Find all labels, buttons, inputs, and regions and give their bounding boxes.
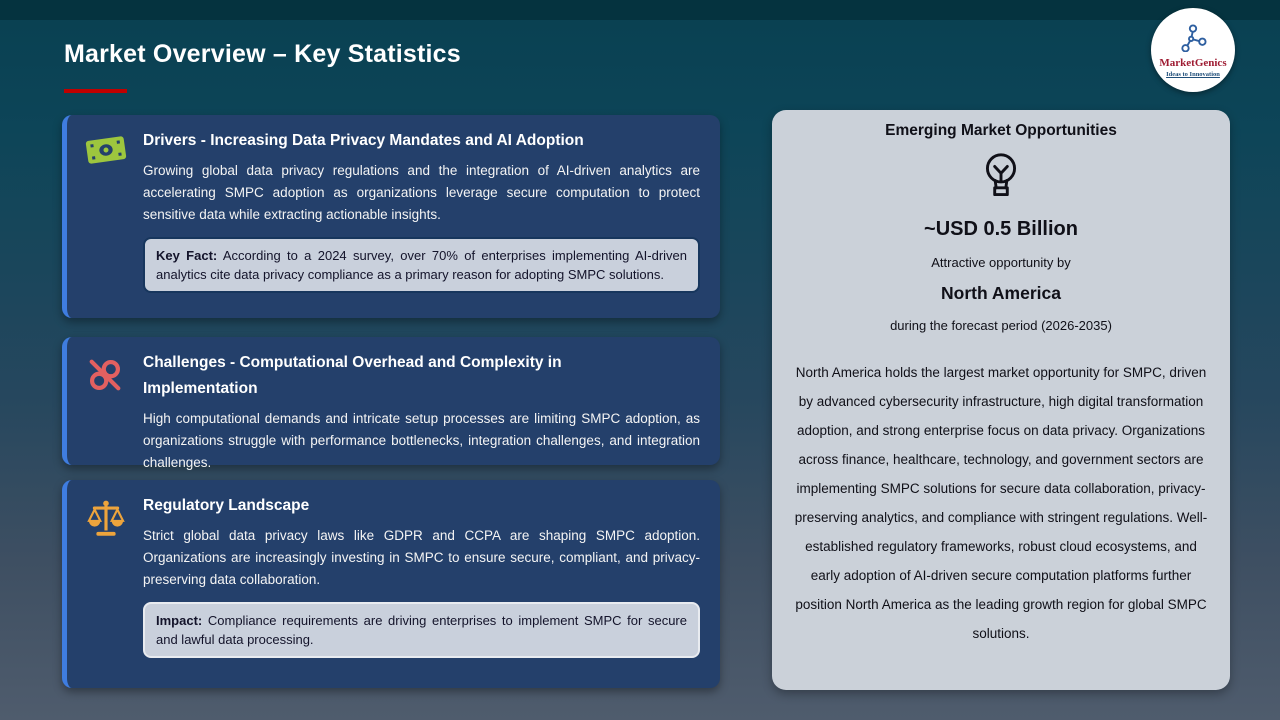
logo-tagline: Ideas to Innovation [1166, 71, 1220, 78]
banknote-icon [85, 128, 127, 293]
card-body: High computational demands and intricate setup processes are limiting SMPC adoption, as organizations struggle with performance bottlenecks, integration challenges, and integration challenges. [143, 411, 700, 470]
impact-box [143, 602, 700, 658]
lightbulb-icon [772, 150, 1230, 212]
card-body: Growing global data privacy regulations and the integration of AI-driven analytics are accelerating SMPC adoption as organizations leverage secure computation to protect sensitive data while extracting actionable insights. [143, 163, 700, 222]
panel-title: Emerging Market Opportunities [885, 122, 1117, 139]
forecast-period: during the forecast period (2026-2035) [890, 318, 1112, 333]
card-heading: Regulatory Landscape [143, 497, 310, 514]
card-heading: Drivers - Increasing Data Privacy Mandates and AI Adoption [143, 132, 584, 149]
card-body: Strict global data privacy laws like GDPR and CCPA are shaping SMPC adoption. Organizations are increasingly investing in SMPC to ensure secure, compliant, and privacy-preserving data collaboration. [143, 528, 700, 587]
impact-label: Impact: [156, 613, 203, 628]
key-fact-box [143, 237, 700, 293]
impact-text: Compliance requirements are driving enterprises to implement SMPC for secure and lawful data processing. [156, 613, 687, 647]
marketgenics-logo [1151, 8, 1235, 92]
card-heading: Challenges - Computational Overhead and Complexity in Implementation [143, 354, 562, 397]
scales-icon [85, 493, 127, 658]
regulatory-card [62, 480, 720, 688]
market-value: ~USD 0.5 Billion [924, 218, 1078, 240]
key-fact-text: According to a 2024 survey, over 70% of enterprises implementing AI-driven analytics cite data privacy compliance as a primary reason for adopting SMPC solutions. [156, 248, 687, 282]
challenges-card [62, 337, 720, 470]
region-description: North America holds the largest market opportunity for SMPC, driven by advanced cybersecurity infrastructure, high digital transformation adoption, and strong enterprise focus on data privacy. Organizations across finance, healthcare, technology, and government sectors are implementing SMPC solutions for secure data collaboration, privacy-preserving analytics, and compliance with stringent regulations. Well-established regulatory frameworks, robust cloud ecosystems, and early adoption of AI-driven secure computation platforms further position North America as the leading growth region for global SMPC solutions. [794, 365, 1208, 641]
region-name: North America [941, 283, 1061, 303]
broken-link-icon [85, 350, 127, 474]
logo-name: MarketGenics [1159, 57, 1227, 69]
title-underline [64, 89, 127, 93]
drivers-card [62, 115, 720, 318]
page-title: Market Overview – Key Statistics [64, 40, 461, 68]
key-fact-label: Key Fact: [156, 248, 218, 263]
top-strip [0, 0, 1280, 20]
panel-subtitle: Attractive opportunity by [931, 255, 1071, 270]
emerging-opportunities-panel [772, 110, 1230, 690]
molecule-icon [1176, 22, 1210, 57]
